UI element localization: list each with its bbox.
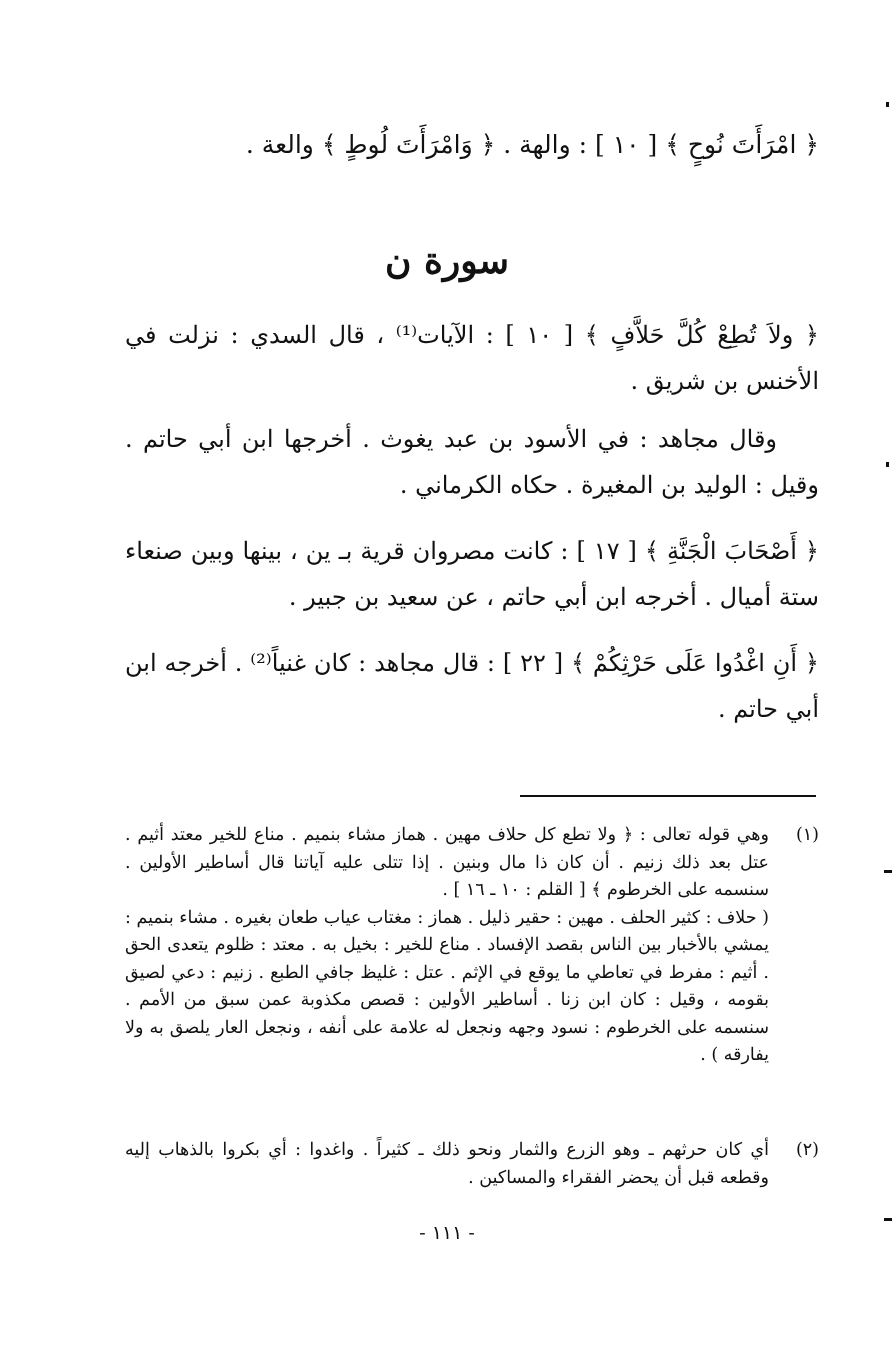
footnote-2: [125, 1137, 819, 1192]
footnote-text: وهي قوله تعالى : ﴿ ولا تطع كل حلاف مهين . هماز مشاء بنميم . مناع للخير معتد أثيم . عتل بعد ذلك زنيم . أن كان ذا مال وبنين . إذا تتلى عليه آياتنا قال أساطير الأولين . سنسمه على الخرطوم ﴾ [ القلم : ١٠ ـ ١٦ ] .: [125, 825, 769, 900]
footnote-1: [125, 822, 819, 1070]
footnote-text: أي كان حرثهم ـ وهو الزرع والثمار ونحو ذلك ـ كثيراً . واغدوا : أي بكروا بالذهاب إليه وقطعه قبل أن يحضر الفقراء والمساكين .: [125, 1140, 769, 1188]
scan-mark: [886, 462, 889, 467]
paragraph-1: ﴿ ولاَ تُطِعْ كُلَّ حَلاَّفٍ ﴾ [ ١٠ ] : الآيات⁽¹⁾ ، قال السدي : نزلت في الأخنس بن شريق .: [125, 321, 819, 395]
scan-mark: [886, 102, 889, 107]
top-line: ﴿ امْرَأَتَ نُوحٍ ﴾ [ ١٠ ] : والهة . ﴿ وَامْرَأَتَ لُوطٍ ﴾ والعة .: [245, 130, 819, 159]
footnote-separator: [520, 795, 816, 797]
surah-title: سورة ن: [385, 240, 509, 282]
scan-mark: [884, 1218, 892, 1221]
footnote-number: (١): [795, 825, 819, 845]
footnote-text: ( حلاف : كثير الحلف . مهين : حقير ذليل . هماز : مغتاب عياب طعان بغيره . مشاء بنميم : يمشي بالأخبار بين الناس بقصد الإفساد . مناع للخير : بخيل به . معتد : ظلوم يتعدى الحق . أثيم : مفرط في تعاطي ما يوقع في الإثم . عتل : غليظ جافي الطبع . زنيم : دعي لصيق بقومه ، وقيل : كان ابن زنا . أساطير الأولين : قصص مكذوبة عمن سبق من الأمم . سنسمه على الخرطوم : نسود وجهه ونجعل له علامة على أنفه ، ونجعل العار يلصق به ولا يفارقه ) .: [125, 907, 769, 1065]
paragraph-2: وقال مجاهد : في الأسود بن عبد يغوث . أخرجها ابن أبي حاتم . وقيل : الوليد بن المغيرة . حكاه الكرماني .: [125, 425, 819, 499]
scan-mark: [884, 870, 892, 873]
paragraph-4: ﴿ أَنِ اغْدُوا عَلَى حَرْثِكُمْ ﴾ [ ٢٢ ] : قال مجاهد : كان غنياً⁽²⁾ . أخرجه ابن أبي حاتم .: [125, 649, 819, 723]
paragraph-3: ﴿ أَصْحَابَ الْجَنَّةِ ﴾ [ ١٧ ] : كانت مصروان قرية بـ ين ، بينها وبين صنعاء ستة أميال . أخرجه ابن أبي حاتم ، عن سعيد بن جبير .: [125, 537, 819, 611]
page-number: - ١١١ -: [419, 1222, 475, 1244]
footnote-number: (٢): [795, 1140, 819, 1160]
